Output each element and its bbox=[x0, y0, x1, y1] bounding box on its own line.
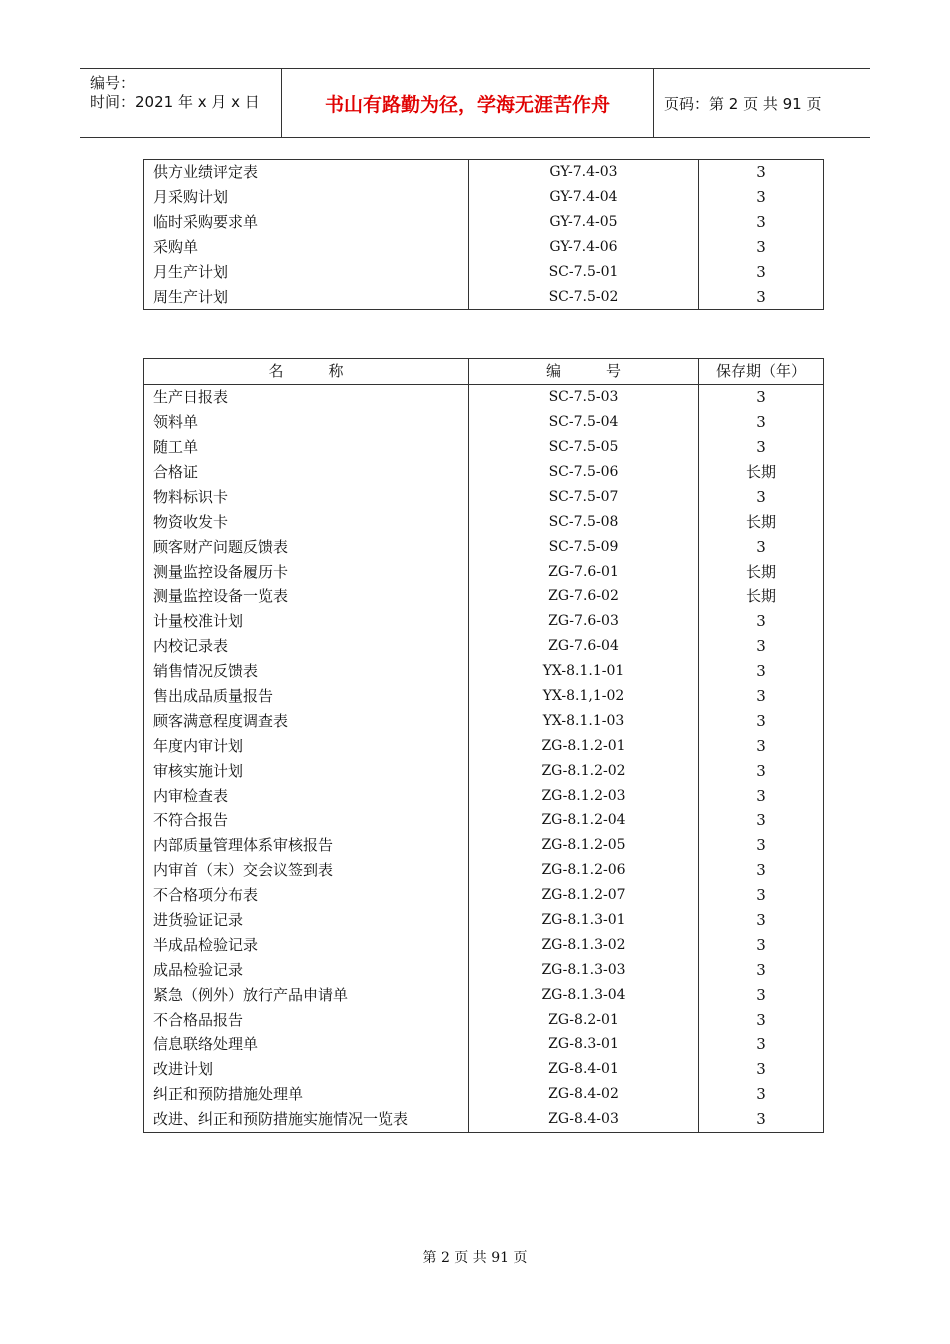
header-motto-cell bbox=[282, 69, 654, 137]
retention-period: 3 bbox=[699, 733, 824, 758]
record-name: 测量监控设备一览表 bbox=[144, 584, 469, 609]
record-name: 周生产计划 bbox=[144, 284, 469, 309]
retention-period: 3 bbox=[699, 932, 824, 957]
retention-period: 3 bbox=[699, 833, 824, 858]
retention-period: 3 bbox=[699, 260, 824, 285]
record-code: SC-7.5-01 bbox=[469, 260, 699, 285]
table-header bbox=[144, 359, 824, 385]
table-row bbox=[144, 833, 824, 858]
record-code: ZG-8.1.3-02 bbox=[469, 932, 699, 957]
record-code: ZG-8.4-01 bbox=[469, 1057, 699, 1082]
record-name: 销售情况反馈表 bbox=[144, 659, 469, 684]
record-name: 信息联络处理单 bbox=[144, 1032, 469, 1057]
record-name: 内审检查表 bbox=[144, 783, 469, 808]
record-code: SC-7.5-03 bbox=[469, 384, 699, 409]
page-footer: 第 2 页 共 91 页 bbox=[422, 1250, 528, 1266]
record-code: ZG-8.1.2-04 bbox=[469, 808, 699, 833]
code-label: 编号： bbox=[90, 74, 136, 92]
table-row bbox=[144, 435, 824, 460]
retention-period: 3 bbox=[699, 435, 824, 460]
record-code: GY-7.4-05 bbox=[469, 210, 699, 235]
record-name: 月生产计划 bbox=[144, 260, 469, 285]
record-code: ZG-8.1.2-07 bbox=[469, 883, 699, 908]
retention-period: 3 bbox=[699, 1007, 824, 1032]
retention-period: 长期 bbox=[699, 559, 824, 584]
record-name: 物料标识卡 bbox=[144, 484, 469, 509]
table-row bbox=[144, 534, 824, 559]
record-name: 月采购计划 bbox=[144, 185, 469, 210]
records-table-body bbox=[144, 384, 824, 1132]
record-code: SC-7.5-08 bbox=[469, 509, 699, 534]
record-name: 顾客财产问题反馈表 bbox=[144, 534, 469, 559]
record-code: YX-8.1.1-03 bbox=[469, 708, 699, 733]
retention-period: 3 bbox=[699, 1057, 824, 1082]
records-table-continued bbox=[143, 159, 824, 310]
retention-period: 3 bbox=[699, 160, 824, 185]
record-name: 计量校准计划 bbox=[144, 609, 469, 634]
table-row bbox=[144, 559, 824, 584]
retention-period: 3 bbox=[699, 609, 824, 634]
retention-period: 3 bbox=[699, 534, 824, 559]
table-row bbox=[144, 1057, 824, 1082]
table-row bbox=[144, 634, 824, 659]
record-code: ZG-8.1.2-06 bbox=[469, 858, 699, 883]
table-row bbox=[144, 484, 824, 509]
table-row bbox=[144, 883, 824, 908]
record-code: YX-8.1.1-01 bbox=[469, 659, 699, 684]
table-row bbox=[144, 708, 824, 733]
record-name: 售出成品质量报告 bbox=[144, 684, 469, 709]
record-name: 采购单 bbox=[144, 235, 469, 260]
record-code: ZG-8.4-02 bbox=[469, 1082, 699, 1107]
record-name: 审核实施计划 bbox=[144, 758, 469, 783]
records-table bbox=[143, 358, 824, 1133]
retention-period: 3 bbox=[699, 410, 824, 435]
table-row bbox=[144, 284, 824, 309]
retention-period: 3 bbox=[699, 708, 824, 733]
table-row bbox=[144, 384, 824, 409]
record-name: 纠正和预防措施处理单 bbox=[144, 1082, 469, 1107]
record-code: ZG-7.6-01 bbox=[469, 559, 699, 584]
record-code: ZG-8.1.3-04 bbox=[469, 982, 699, 1007]
record-code: SC-7.5-04 bbox=[469, 410, 699, 435]
record-name: 领料单 bbox=[144, 410, 469, 435]
header-row bbox=[144, 359, 824, 385]
retention-period: 3 bbox=[699, 634, 824, 659]
record-name: 改进计划 bbox=[144, 1057, 469, 1082]
date-label: 时间：2021 年 x 月 x 日 bbox=[90, 93, 260, 111]
record-name: 内审首（末）交会议签到表 bbox=[144, 858, 469, 883]
retention-period: 3 bbox=[699, 284, 824, 309]
retention-period: 3 bbox=[699, 684, 824, 709]
column-header-name: 名 称 bbox=[144, 359, 469, 385]
table-row bbox=[144, 1107, 824, 1132]
record-code: SC-7.5-07 bbox=[469, 484, 699, 509]
records-table-body bbox=[144, 160, 824, 310]
table-row bbox=[144, 908, 824, 933]
table-row bbox=[144, 609, 824, 634]
record-name: 生产日报表 bbox=[144, 384, 469, 409]
motto-text: 书山有路勤为径，学海无涯苦作舟 bbox=[324, 93, 610, 116]
retention-period: 3 bbox=[699, 1082, 824, 1107]
table-row bbox=[144, 808, 824, 833]
table-row bbox=[144, 509, 824, 534]
table-row bbox=[144, 210, 824, 235]
record-code: ZG-8.4-03 bbox=[469, 1107, 699, 1132]
retention-period: 长期 bbox=[699, 460, 824, 485]
retention-period: 3 bbox=[699, 808, 824, 833]
record-name: 测量监控设备履历卡 bbox=[144, 559, 469, 584]
retention-period: 3 bbox=[699, 883, 824, 908]
record-name: 临时采购要求单 bbox=[144, 210, 469, 235]
record-code: ZG-8.1.2-02 bbox=[469, 758, 699, 783]
record-code: SC-7.5-02 bbox=[469, 284, 699, 309]
table-row bbox=[144, 460, 824, 485]
retention-period: 3 bbox=[699, 384, 824, 409]
record-code: ZG-8.1.2-05 bbox=[469, 833, 699, 858]
retention-period: 3 bbox=[699, 659, 824, 684]
table-row bbox=[144, 858, 824, 883]
record-name: 内校记录表 bbox=[144, 634, 469, 659]
table-row bbox=[144, 1007, 824, 1032]
retention-period: 3 bbox=[699, 957, 824, 982]
table-row bbox=[144, 783, 824, 808]
record-code: GY-7.4-03 bbox=[469, 160, 699, 185]
record-name: 不符合报告 bbox=[144, 808, 469, 833]
retention-period: 3 bbox=[699, 982, 824, 1007]
record-code: ZG-8.2-01 bbox=[469, 1007, 699, 1032]
table-row bbox=[144, 160, 824, 185]
retention-period: 长期 bbox=[699, 509, 824, 534]
table-row bbox=[144, 235, 824, 260]
record-code: GY-7.4-04 bbox=[469, 185, 699, 210]
retention-period: 3 bbox=[699, 783, 824, 808]
record-name: 不合格项分布表 bbox=[144, 883, 469, 908]
table-row bbox=[144, 185, 824, 210]
record-name: 半成品检验记录 bbox=[144, 932, 469, 957]
record-name: 内部质量管理体系审核报告 bbox=[144, 833, 469, 858]
retention-period: 3 bbox=[699, 484, 824, 509]
record-name: 供方业绩评定表 bbox=[144, 160, 469, 185]
page-info: 页码：第 2 页 共 91 页 bbox=[664, 94, 822, 113]
table-row bbox=[144, 982, 824, 1007]
record-name: 紧急（例外）放行产品申请单 bbox=[144, 982, 469, 1007]
page-header bbox=[80, 68, 870, 138]
table-row bbox=[144, 410, 824, 435]
record-code: ZG-7.6-04 bbox=[469, 634, 699, 659]
record-name: 不合格品报告 bbox=[144, 1007, 469, 1032]
retention-period: 长期 bbox=[699, 584, 824, 609]
record-code: ZG-8.1.2-01 bbox=[469, 733, 699, 758]
table-row bbox=[144, 932, 824, 957]
record-name: 年度内审计划 bbox=[144, 733, 469, 758]
retention-period: 3 bbox=[699, 858, 824, 883]
header-meta-cell bbox=[80, 69, 282, 137]
table-row bbox=[144, 260, 824, 285]
table-row bbox=[144, 684, 824, 709]
record-name: 合格证 bbox=[144, 460, 469, 485]
retention-period: 3 bbox=[699, 758, 824, 783]
record-code: ZG-8.3-01 bbox=[469, 1032, 699, 1057]
retention-period: 3 bbox=[699, 1107, 824, 1132]
table-row bbox=[144, 659, 824, 684]
table-row bbox=[144, 733, 824, 758]
record-code: ZG-8.1.3-01 bbox=[469, 908, 699, 933]
table-row bbox=[144, 584, 824, 609]
record-code: GY-7.4-06 bbox=[469, 235, 699, 260]
table-row bbox=[144, 1082, 824, 1107]
record-name: 改进、纠正和预防措施实施情况一览表 bbox=[144, 1107, 469, 1132]
record-code: ZG-8.1.3-03 bbox=[469, 957, 699, 982]
record-name: 成品检验记录 bbox=[144, 957, 469, 982]
record-code: YX-8.1,1-02 bbox=[469, 684, 699, 709]
record-code: ZG-8.1.2-03 bbox=[469, 783, 699, 808]
record-code: SC-7.5-05 bbox=[469, 435, 699, 460]
table-row bbox=[144, 1032, 824, 1057]
record-name: 随工单 bbox=[144, 435, 469, 460]
retention-period: 3 bbox=[699, 908, 824, 933]
column-header-code: 编 号 bbox=[469, 359, 699, 385]
table-row bbox=[144, 758, 824, 783]
record-code: SC-7.5-09 bbox=[469, 534, 699, 559]
table-row bbox=[144, 957, 824, 982]
retention-period: 3 bbox=[699, 210, 824, 235]
record-code: SC-7.5-06 bbox=[469, 460, 699, 485]
retention-period: 3 bbox=[699, 185, 824, 210]
retention-period: 3 bbox=[699, 235, 824, 260]
record-name: 进货验证记录 bbox=[144, 908, 469, 933]
record-code: ZG-7.6-02 bbox=[469, 584, 699, 609]
record-code: ZG-7.6-03 bbox=[469, 609, 699, 634]
column-header-period: 保存期（年） bbox=[699, 359, 824, 385]
retention-period: 3 bbox=[699, 1032, 824, 1057]
record-name: 物资收发卡 bbox=[144, 509, 469, 534]
record-name: 顾客满意程度调查表 bbox=[144, 708, 469, 733]
